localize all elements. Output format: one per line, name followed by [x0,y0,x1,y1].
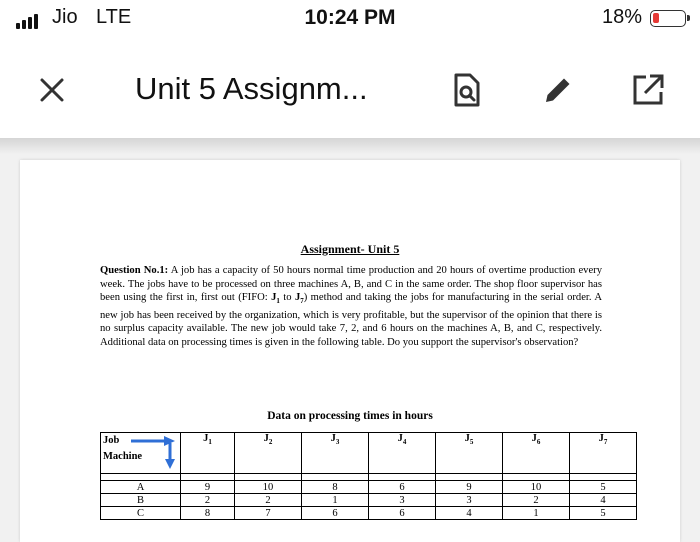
table-cell: 6 [369,481,436,494]
close-icon [34,72,70,108]
table-cell: 5 [570,481,637,494]
machine-header: Machine [103,451,143,462]
table-title: Data on processing times in hours [267,410,433,422]
carrier-name: Jio [52,6,78,28]
app-toolbar [0,38,700,138]
question-paragraph [100,264,602,350]
arrow-down-icon [165,443,175,469]
job-header-j4: $J_4$ [369,433,436,474]
pencil-icon [540,72,576,108]
table-row-machine-a [101,481,637,494]
table-cell: 2 [235,494,302,507]
table-cell: 4 [436,507,503,520]
table-header-row [101,433,637,474]
table-cell: 8 [302,481,369,494]
network-type: LTE [96,6,132,28]
open-in-new-icon [630,72,666,108]
document-page[interactable] [20,160,680,542]
fifo-to: to [279,292,295,304]
job-header-j1: $J_1$ [181,433,235,474]
table-cell: 10 [235,481,302,494]
assignment-heading: Assignment- Unit 5 [300,242,400,256]
table-cell: 5 [570,507,637,520]
table-cell: 4 [570,494,637,507]
table-cell: 8 [181,507,235,520]
table-cell: 2 [503,494,570,507]
table-row-machine-b [101,494,637,507]
fifo-end-job: $J_7$ [294,292,304,306]
table-cell: 1 [503,507,570,520]
find-in-page-icon [448,72,484,108]
table-cell: 1 [302,494,369,507]
edit-button[interactable] [540,72,576,108]
table-cell: 6 [302,507,369,520]
open-in-new-button[interactable] [630,72,666,108]
machine-cell: B [101,494,181,507]
job-header-j3: $J_3$ [302,433,369,474]
job-header-j6: $J_6$ [503,433,570,474]
table-cell: 2 [181,494,235,507]
find-in-page-button[interactable] [448,72,484,108]
job-header-j2: $J_2$ [235,433,302,474]
battery-percent: 18% [601,6,642,28]
machine-cell: A [101,481,181,494]
table-row-machine-c [101,507,637,520]
clock: 10:24 PM [304,6,396,29]
table-cell: 3 [436,494,503,507]
table-cell: 6 [369,507,436,520]
table-cell: 7 [235,507,302,520]
processing-times-table [100,432,637,520]
table-cell: 9 [181,481,235,494]
battery-icon [650,10,686,27]
job-header: Job [103,435,120,446]
job-header-j7: $J_7$ [570,433,637,474]
table-spacer-row [101,474,637,481]
fifo-start-job: $J_1$ [271,292,280,306]
machine-cell: C [101,507,181,520]
status-bar [0,0,700,38]
toolbar-shadow [0,138,700,154]
question-text-part-1: A job has a capacity of 50 hours normal time production and 20 hours of overtime production every week. The jobs have to be processed on three machines A, B, and C in the same order. The shop floor supervisor has been using the first in, first out (FIFO: [100,265,602,304]
job-header-j5: $J_5$ [436,433,503,474]
close-button[interactable] [34,72,70,108]
table-cell: 9 [436,481,503,494]
document-title: Unit 5 Assignm... [135,71,368,106]
question-text-part-2: ) method and taking the jobs for manufacturing in the serial order. A new job has been received by the organization, which is very profitable, but the supervisor of the opinion that there is no surplus capacity available. The new job would take 7, 2, and 6 hours on the machines A, B, and C, respectively. Additional data on processing times is given in the following table. Do you support the supervisor's observation? [100,292,602,349]
table-cell: 3 [369,494,436,507]
question-label: Question No.1: [100,265,169,276]
table-cell: 10 [503,481,570,494]
job-machine-header [101,433,181,474]
